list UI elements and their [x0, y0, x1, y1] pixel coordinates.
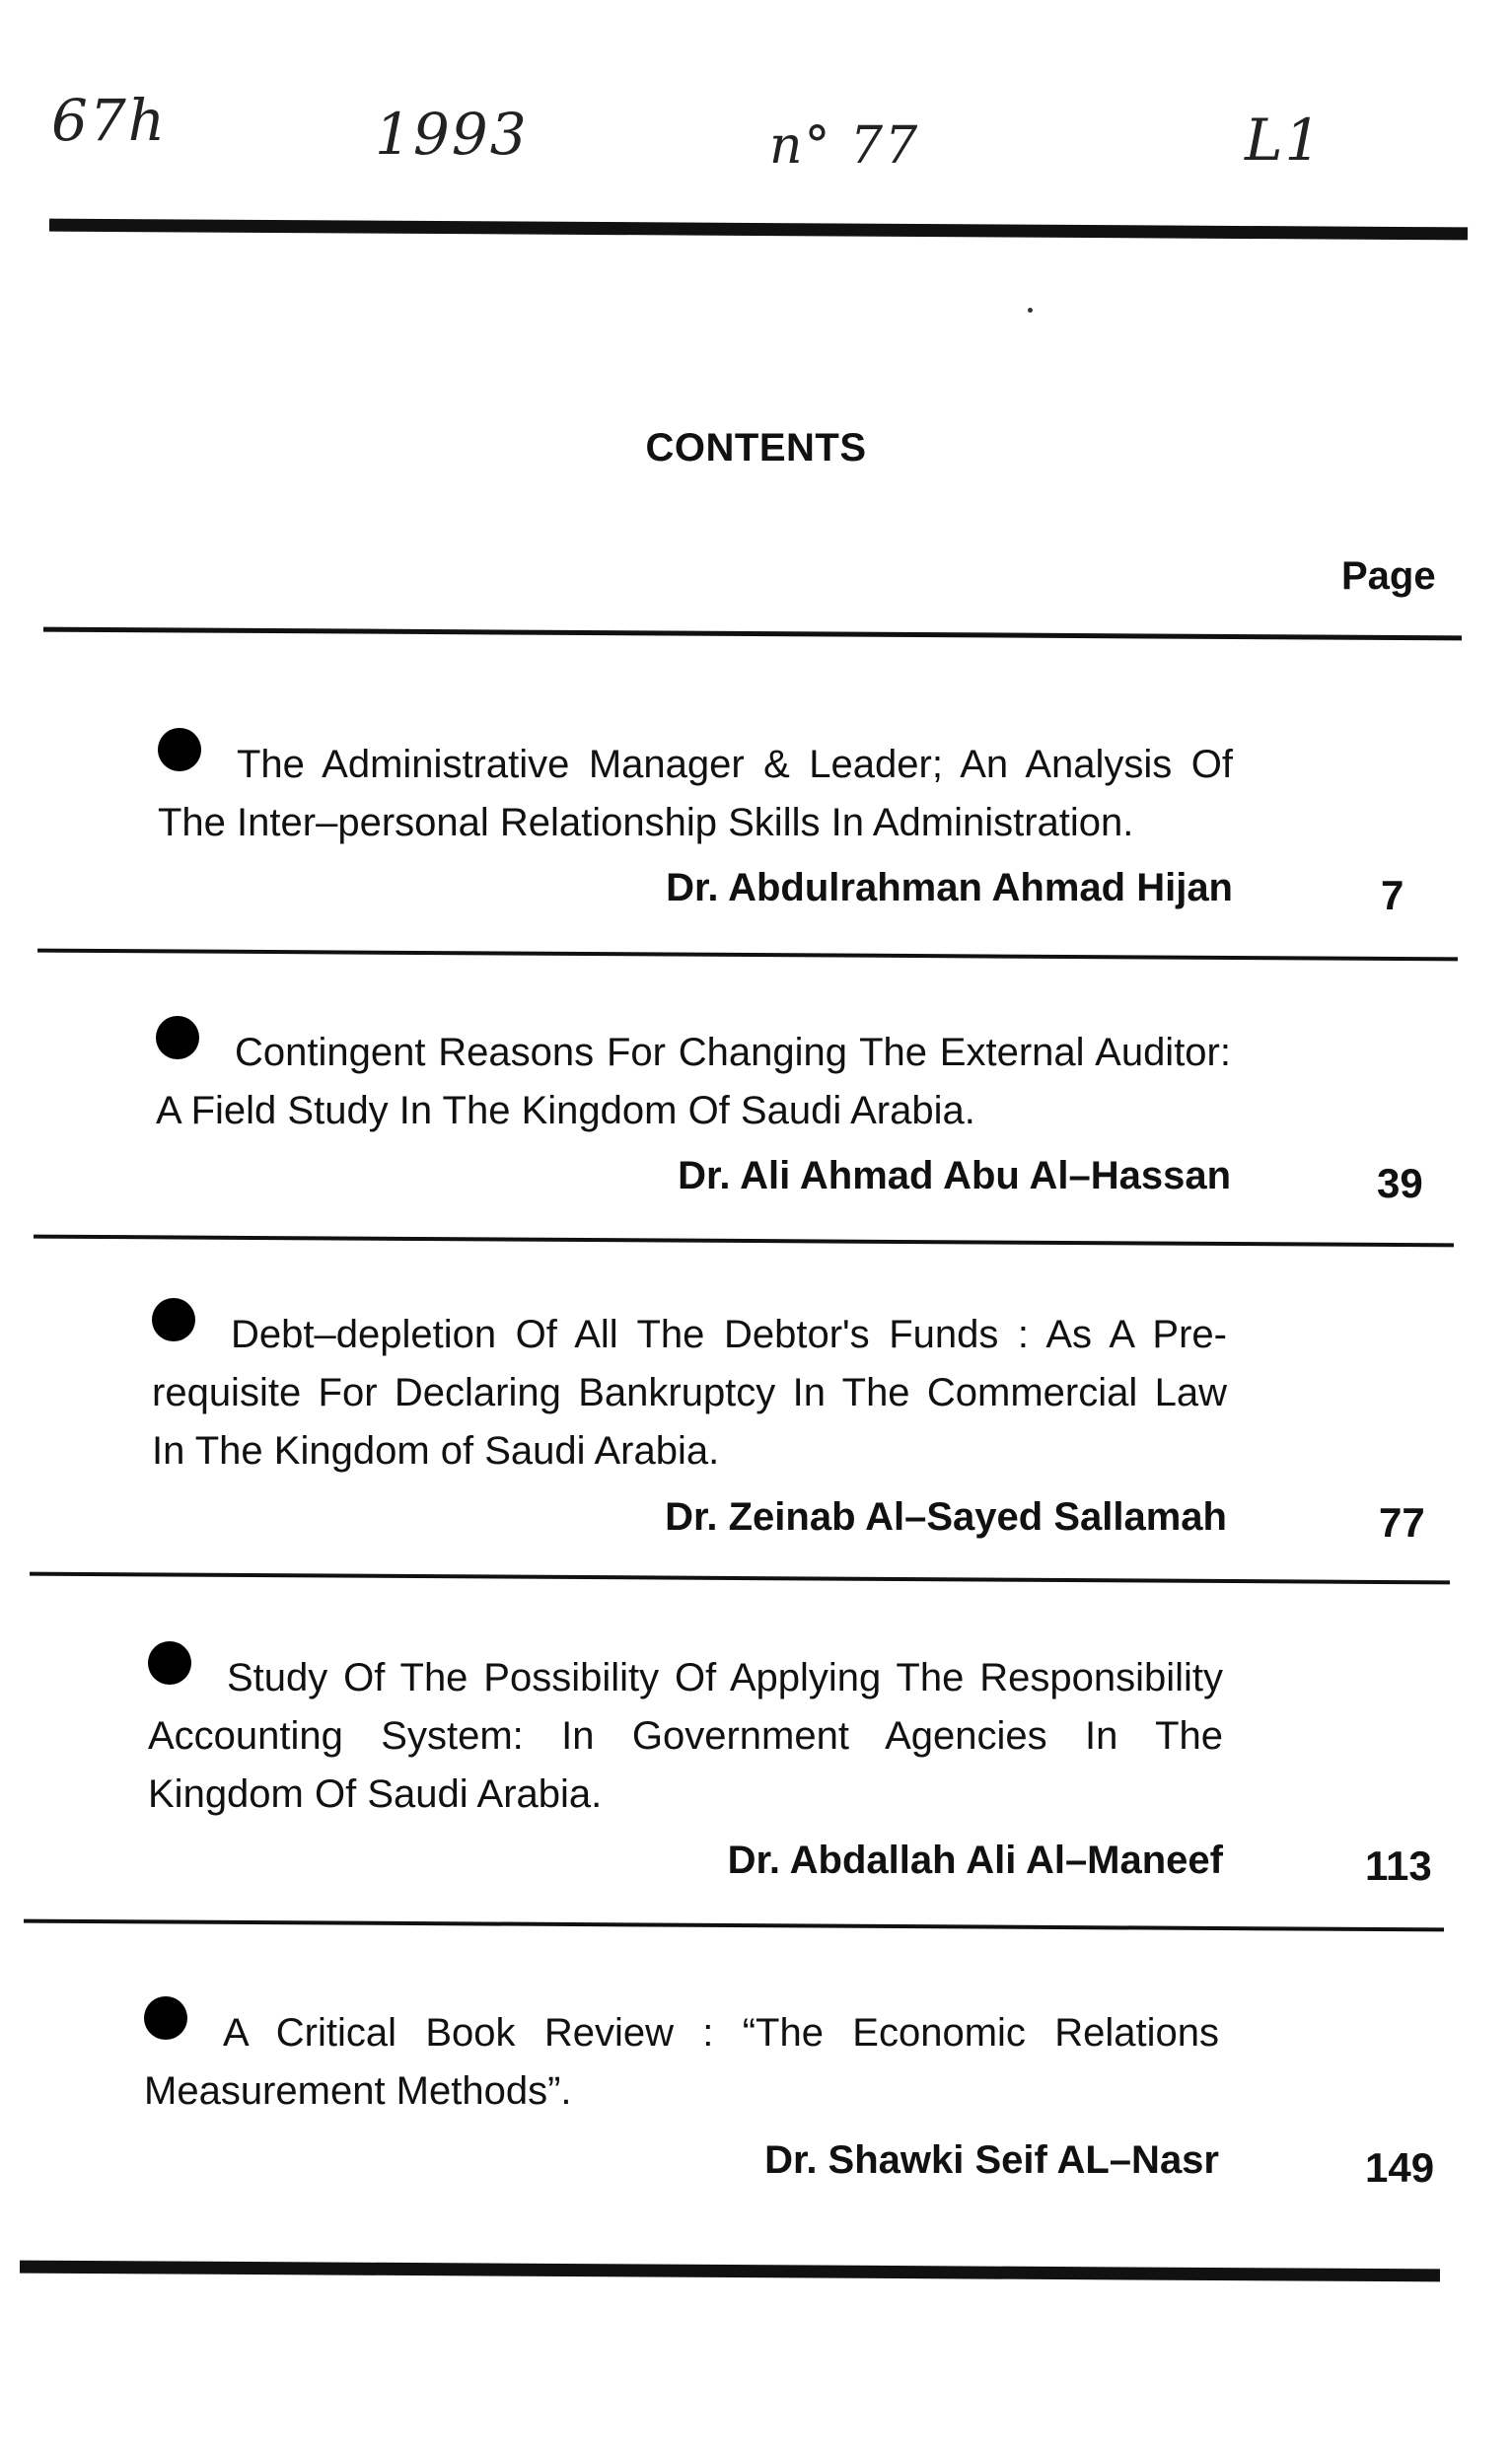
- page-column-heading: Page: [1341, 554, 1436, 598]
- handwritten-year: 1993: [375, 101, 529, 168]
- stray-dot: [1028, 308, 1033, 313]
- entry-page-number: 7: [1381, 872, 1404, 918]
- header-rule: [43, 627, 1462, 641]
- entry-title: A Critical Book Review : “The Economic Relations Measurement Methods”.: [144, 1996, 1219, 2121]
- entry-page-number: 39: [1377, 1160, 1423, 1206]
- toc-entry: [156, 1016, 1438, 1213]
- entry-title: The Administrative Manager & Leader; An Analysis Of The Inter–personal Relationship Skills In Administration.: [158, 728, 1233, 852]
- toc-entry: [152, 1298, 1434, 1554]
- toc-entry: [158, 728, 1440, 925]
- entry-title: Debt–depletion Of All The Debtor's Funds : As A Pre-requisite For Declaring Bankruptcy In The Commercial Law In The Kingdom of Saudi Arabia.: [152, 1298, 1227, 1480]
- entry-author: Dr. Ali Ahmad Abu Al–Hassan: [678, 1154, 1231, 1197]
- handwritten-issue: n° 77: [769, 116, 920, 176]
- bullet-icon: [158, 728, 201, 771]
- bullet-icon: [152, 1298, 195, 1341]
- entry-page-number: 113: [1365, 1842, 1432, 1889]
- bottom-thick-rule: [20, 2261, 1440, 2282]
- entry-page-number: 77: [1379, 1499, 1425, 1546]
- handwritten-mark: L1: [1245, 107, 1324, 174]
- toc-entry: [148, 1641, 1430, 1898]
- entry-author: Dr. Abdulrahman Ahmad Hijan: [666, 866, 1233, 909]
- entry-author: Dr. Shawki Seif AL–Nasr: [764, 2138, 1219, 2182]
- bullet-icon: [144, 1996, 187, 2040]
- entry-page-number: 149: [1365, 2144, 1435, 2191]
- entry-divider: [30, 1572, 1450, 1585]
- entry-title: Contingent Reasons For Changing The External Auditor: A Field Study In The Kingdom Of Saudi Arabia.: [156, 1016, 1231, 1140]
- toc-entry: [144, 1996, 1435, 2194]
- entry-divider: [34, 1235, 1454, 1248]
- entry-author: Dr. Abdallah Ali Al–Maneef: [727, 1839, 1223, 1882]
- bullet-icon: [148, 1641, 191, 1685]
- entry-divider: [37, 949, 1458, 962]
- handwritten-ref-code: 67h: [51, 87, 168, 154]
- entry-title: Study Of The Possibility Of Applying The Responsibility Accounting System: In Government Agencies In The Kingdom Of Saudi Arabia.: [148, 1641, 1223, 1824]
- top-thick-rule: [49, 219, 1468, 241]
- entry-author: Dr. Zeinab Al–Sayed Sallamah: [665, 1495, 1227, 1539]
- entry-divider: [24, 1919, 1444, 1932]
- contents-heading: CONTENTS: [645, 426, 867, 469]
- bullet-icon: [156, 1016, 199, 1059]
